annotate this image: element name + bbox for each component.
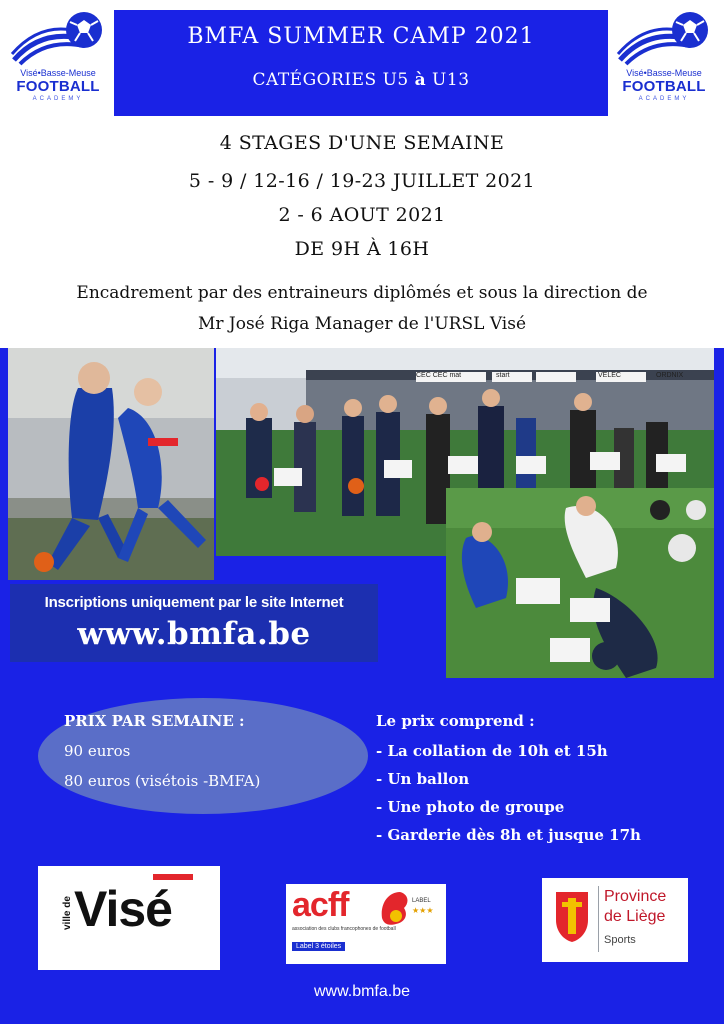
sponsor-acff-logo — [286, 884, 446, 964]
sponsor-province-liege-logo — [542, 878, 688, 962]
included-item: - Une photo de groupe — [376, 798, 565, 816]
province-crest-icon — [552, 888, 592, 944]
acff-label: LABEL — [412, 898, 431, 904]
inscription-box — [10, 584, 378, 662]
subtitle-suffix: U13 — [426, 70, 470, 90]
acff-name: acff — [292, 886, 349, 924]
camp-title: BMFA SUMMER CAMP 2021 — [187, 24, 535, 49]
province-line1: Province — [604, 888, 667, 905]
logo-title: FOOTBALL — [622, 78, 706, 95]
stages-count: 4 STAGES D'UNE SEMAINE — [219, 132, 505, 154]
photo-kids-playing — [8, 348, 214, 580]
subtitle-prefix: CATÉGORIES U5 — [252, 70, 415, 90]
vise-big-text: Visé — [74, 881, 172, 937]
header-title-box — [114, 10, 608, 116]
logo-subtitle: Visé•Basse-Meuse — [626, 68, 702, 78]
inscription-label: Inscriptions uniquement par le site Internet — [44, 594, 344, 611]
sponsor-vise-logo — [38, 866, 220, 970]
logo-tag: ACADEMY — [32, 96, 84, 102]
vise-accent-bar — [153, 874, 193, 880]
province-divider — [598, 886, 599, 952]
logo-tag: ACADEMY — [638, 96, 690, 102]
photo-banner-cec: CEC CEC mat — [416, 372, 462, 379]
photo-kids-on-grass — [446, 488, 714, 678]
coaching-description-line1: Encadrement par des entraineurs diplômés et sous la direction de — [76, 283, 648, 303]
price-standard: 90 euros — [64, 742, 131, 760]
acff-tagline: association des clubs francophones de football — [292, 926, 396, 932]
photo-banner-start: start — [496, 372, 510, 379]
footer-website-link[interactable]: www.bmfa.be — [313, 983, 411, 1000]
logo-title: FOOTBALL — [16, 78, 100, 95]
football-logo-icon — [10, 8, 106, 68]
price-reduced: 80 euros (visétois -BMFA) — [64, 772, 261, 790]
province-line3: Sports — [604, 934, 636, 946]
photo-banner-velec: VELEC — [598, 372, 621, 379]
coaching-description-line2: Mr José Riga Manager de l'URSL Visé — [197, 314, 527, 334]
included-item: - Un ballon — [376, 770, 470, 788]
football-logo-icon — [616, 8, 712, 68]
acff-stars: ★★★ — [412, 906, 434, 915]
included-item: - La collation de 10h et 15h — [376, 742, 608, 760]
august-dates: 2 - 6 AOUT 2021 — [278, 204, 446, 226]
website-link[interactable]: www.bmfa.be — [77, 616, 311, 652]
july-dates: 5 - 9 / 12-16 / 19-23 JUILLET 2021 — [188, 170, 536, 192]
province-line2: de Liège — [604, 908, 666, 925]
categories-subtitle — [114, 70, 608, 90]
logo-subtitle: Visé•Basse-Meuse — [20, 68, 96, 78]
photo-banner-ordnix: ORDNIX — [656, 372, 684, 379]
included-title: Le prix comprend : — [376, 712, 535, 730]
bmfa-logo-left — [10, 8, 106, 120]
rooster-icon — [378, 888, 412, 928]
vise-small-text: ville de — [62, 896, 73, 930]
subtitle-a: à — [414, 70, 427, 90]
included-item: - Garderie dès 8h et jusque 17h — [376, 826, 641, 844]
acff-footer: Label 3 étoiles — [292, 942, 345, 951]
price-title: PRIX PAR SEMAINE : — [64, 712, 245, 730]
bmfa-logo-right — [616, 8, 712, 120]
camp-hours: DE 9H À 16H — [294, 238, 430, 260]
